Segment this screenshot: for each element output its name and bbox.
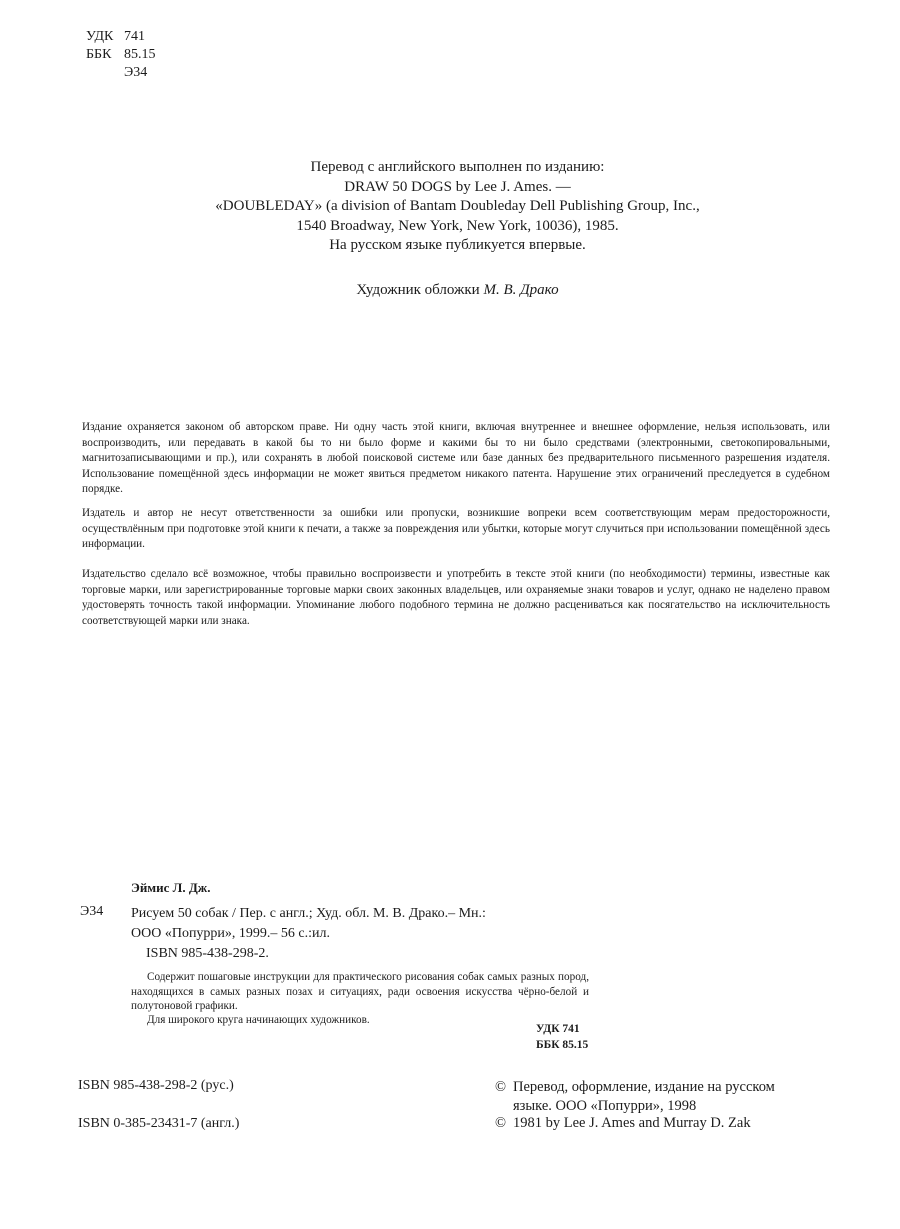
artist-name: М. В. Драко bbox=[483, 282, 559, 298]
liability-disclaimer-paragraph: Издатель и автор не несут ответственности за ошибки или пропуски, возникшие вопреки всем соответствующим мерам предосторожности, осуществлённым при подготовке этой книги к печати, а также за повреждения или убытки, которые могут случиться при использовании помещённой здесь информации. bbox=[82, 507, 830, 551]
bbk-label: ББК bbox=[86, 47, 112, 62]
artist-label: Художник обложки bbox=[356, 282, 480, 298]
translation-line: DRAW 50 DOGS by Lee J. Ames. — bbox=[344, 178, 571, 195]
trademark-disclaimer-paragraph: Издательство сделало всё возможное, чтобы правильно воспроизвести и употребить в тексте этой книги (по необходимости) термины, известные как торговые марки, или зарегистрированные торговые марки своих законных владельцев, или охраняемые знаки товаров и услуг, однако не наделено правом удостоверять точность такой информации. Упоминание любого подобного термина не должно расцениваться как посягательство на исключительность соответствующей марки или знака. bbox=[82, 568, 830, 627]
catalog-card-line: Рисуем 50 собак / Пер. с англ.; Худ. обл. М. В. Драко.– Мн.: bbox=[131, 906, 486, 921]
bbk-value: 85.15 bbox=[124, 47, 156, 62]
copyright-line: Перевод, оформление, издание на русском bbox=[513, 1079, 775, 1095]
catalog-card-description bbox=[131, 904, 591, 944]
author-mark: Э34 bbox=[124, 65, 148, 80]
catalog-card-code: Э34 bbox=[80, 904, 104, 919]
catalog-card-udk: УДК 741 bbox=[536, 1023, 580, 1035]
translation-line: На русском языке публикуется впервые. bbox=[329, 237, 586, 253]
copyright-line: языке. ООО «Попурри», 1998 bbox=[513, 1098, 697, 1114]
catalog-card-codes bbox=[536, 1021, 588, 1053]
copyright-icon: © bbox=[495, 1115, 507, 1131]
catalog-card-isbn: ISBN 985-438-298-2. bbox=[146, 946, 269, 961]
udk-label: УДК bbox=[86, 29, 114, 44]
copyright-notice-paragraph: Издание охраняется законом об авторском праве. Ни одну часть этой книги, включая внутреннее и внешнее оформление, нельзя использовать, или воспроизводить, или передавать в какой бы то ни было форме и какими бы то ни было средствами (электронными, светокопировальными, магнитозаписывающими и пр.), или сохранять в любой поисковой системе или базе данных без предварительного письменного разрешения издателя. Использование помещённой здесь информации не может явиться предметом никакого патента. Нарушение этих ограничений преследуется в судебном порядке. bbox=[82, 421, 830, 496]
classification-codes bbox=[86, 28, 156, 82]
catalog-card-author: Эймис Л. Дж. bbox=[131, 880, 211, 895]
translation-line: «DOUBLEDAY» (a division of Bantam Doubleday Dell Publishing Group, Inc., bbox=[215, 198, 700, 214]
copyright-icon: © bbox=[495, 1079, 507, 1095]
catalog-card-bbk: ББК 85.15 bbox=[536, 1039, 589, 1051]
catalog-card-annotation: Содержит пошаговые инструкции для практического рисования собак самых разных пород, находящихся в самых разных позах и ситуациях, ради освоения искусства чёрно-белой и полутоновой графики. bbox=[131, 971, 589, 1012]
translation-note bbox=[150, 158, 765, 256]
copyright-line: 1981 by Lee J. Ames and Murray D. Zak bbox=[513, 1115, 751, 1131]
catalog-card-line: ООО «Попурри», 1999.– 56 с.:ил. bbox=[131, 926, 331, 941]
copyright-original bbox=[495, 1114, 840, 1133]
catalog-card-audience: Для широкого круга начинающих художников. bbox=[147, 1014, 370, 1026]
isbn-russian: ISBN 985-438-298-2 (рус.) bbox=[78, 1078, 234, 1093]
translation-line: 1540 Broadway, New York, New York, 10036), 1985. bbox=[296, 217, 619, 234]
cover-artist bbox=[150, 282, 765, 299]
translation-line: Перевод с английского выполнен по изданию: bbox=[310, 159, 605, 175]
udk-value: 741 bbox=[124, 29, 145, 44]
copyright-translation bbox=[495, 1078, 840, 1116]
isbn-english: ISBN 0-385-23431-7 (англ.) bbox=[78, 1116, 240, 1131]
